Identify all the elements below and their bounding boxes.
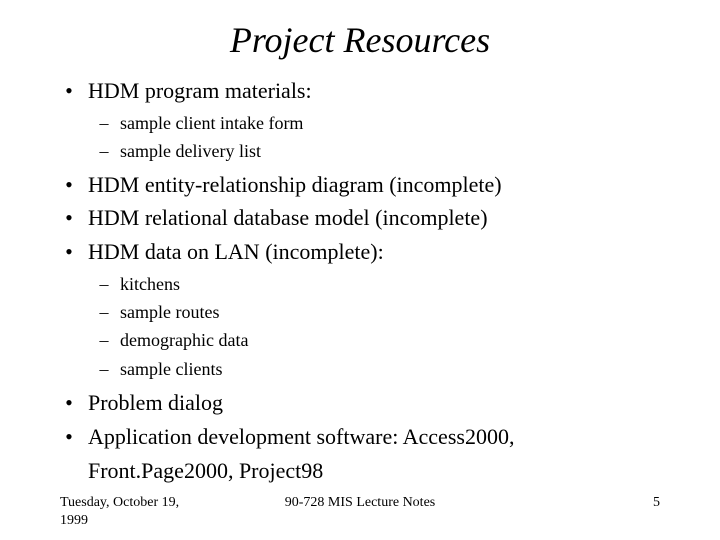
- bullet-item: [58, 386, 223, 420]
- bullet-text: HDM program materials:: [88, 78, 312, 103]
- footer-course-title: 90-728 MIS Lecture Notes: [284, 495, 436, 510]
- sub-bullet-item: [98, 270, 180, 298]
- sub-bullet-text: demographic data: [120, 330, 249, 350]
- bullet-item: [58, 168, 502, 202]
- sub-bullet-item: [98, 326, 248, 354]
- sub-bullet-text: sample delivery list: [120, 141, 261, 161]
- bullet-text: Application development software: Access2000, Front.Page2000, Project98: [88, 424, 515, 483]
- sub-bullet-marker: –: [99, 330, 109, 350]
- bullet-item: [58, 74, 312, 108]
- sub-bullet-item: [98, 137, 261, 165]
- footer-date: Tuesday, October 19, 1999: [60, 495, 180, 528]
- bullet-text: HDM entity-relationship diagram (incomplete): [88, 172, 502, 197]
- page-number: 5: [653, 495, 660, 510]
- sub-bullet-marker: –: [99, 302, 109, 322]
- bullet-marker: •: [65, 172, 73, 197]
- bullet-marker: •: [65, 239, 73, 264]
- bullet-text: HDM data on LAN (incomplete):: [88, 239, 384, 264]
- sub-bullet-item: [98, 355, 222, 383]
- sub-bullet-marker: –: [99, 359, 109, 379]
- sub-bullet-marker: –: [99, 113, 109, 133]
- slide-title: Project Resources: [229, 20, 491, 60]
- bullet-marker: •: [65, 390, 73, 415]
- sub-bullet-text: kitchens: [120, 274, 180, 294]
- sub-bullet-item: [98, 109, 303, 137]
- sub-bullet-marker: –: [99, 274, 109, 294]
- bullet-marker: •: [65, 205, 73, 230]
- sub-bullet-text: sample routes: [120, 302, 220, 322]
- bullet-item: [58, 201, 488, 235]
- bullet-marker: •: [65, 424, 73, 449]
- bullet-text: HDM relational database model (incomplete): [88, 205, 488, 230]
- bullet-marker: •: [65, 78, 73, 103]
- sub-bullet-marker: –: [99, 141, 109, 161]
- bullet-item: [58, 420, 618, 488]
- sub-bullet-item: [98, 298, 219, 326]
- sub-bullet-text: sample client intake form: [120, 113, 304, 133]
- sub-bullet-text: sample clients: [120, 359, 223, 379]
- bullet-text: Problem dialog: [88, 390, 224, 415]
- bullet-item: [58, 235, 384, 269]
